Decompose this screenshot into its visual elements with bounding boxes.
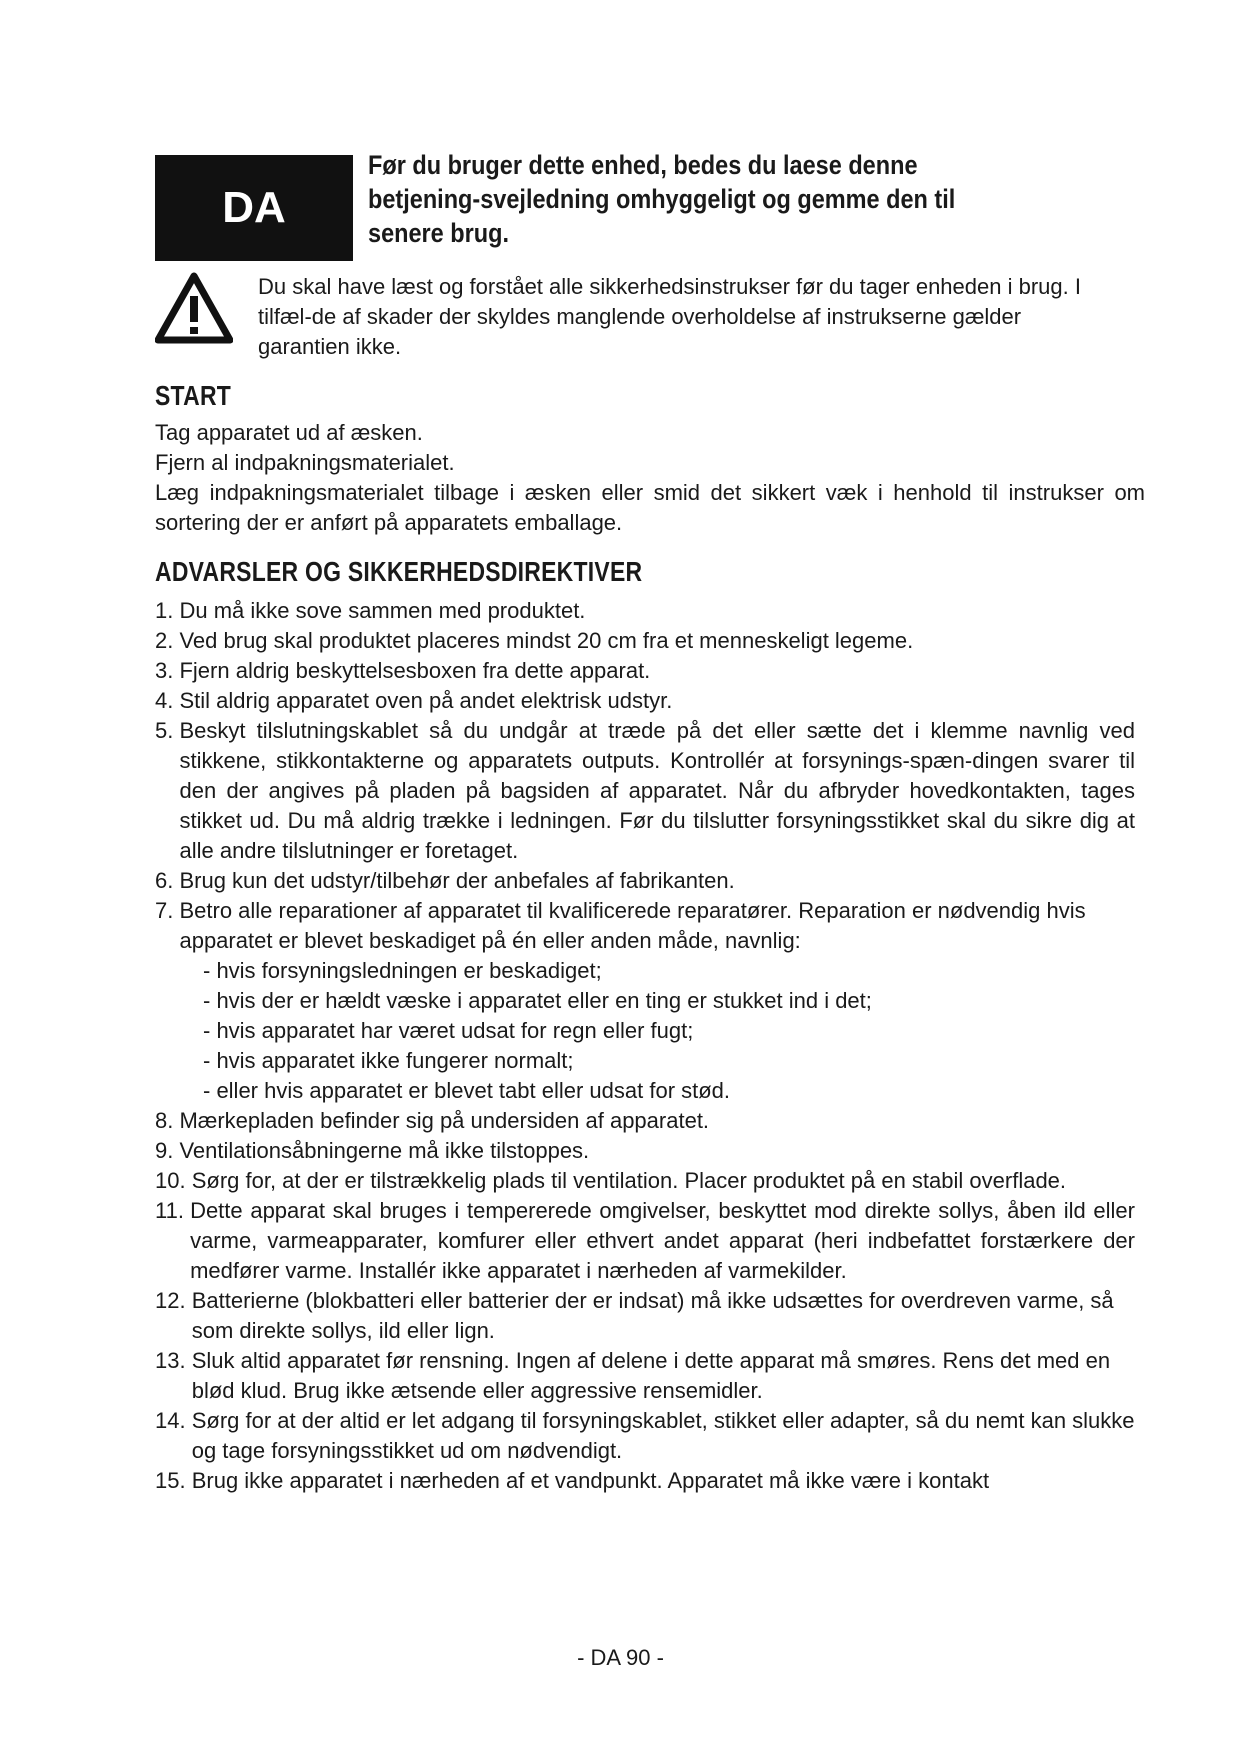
start-instructions <box>155 418 1145 538</box>
list-item: 1. Du må ikke sove sammen med produktet. <box>155 598 586 623</box>
list-item: 5. Beskyt tilslutningskablet så du undgår at træde på det eller sætte det i klemme navnlig ved stikkene, stikkontakterne og apparatets outputs. Kontrollér at forsynings-spæn-dingen svarer til den der angives på pladen på bagsiden af apparatet. Når du afbryder hovedkontakten, tages stikket ud. Du må aldrig trække i ledningen. Før du tilslutter forsyningsstikket skal du sikre dig at alle andre tilslutninger er foretaget. <box>155 718 1135 863</box>
list-subitem: - hvis forsyningsledningen er beskadiget; <box>203 958 602 983</box>
list-subitem: - hvis der er hældt væske i apparatet eller en ting er stukket ind i det; <box>203 988 872 1013</box>
list-subitem: - hvis apparatet ikke fungerer normalt; <box>203 1048 574 1073</box>
intro-title: Før du bruger dette enhed, bedes du laese denne betjening-svejledning omhyggeligt og gemme den til senere brug. <box>368 150 956 248</box>
list-item: 11. Dette apparat skal bruges i tempererede omgivelser, beskyttet mod direkte sollys, åben ild eller varme, varmeapparater, komfurer eller ethvert andet apparat (heri indbefattet forstærkere der medfører varme. Installér ikke apparatet i nærheden af varmekilder. <box>155 1198 1135 1283</box>
start-heading: START <box>155 380 232 411</box>
list-item: 12. Batterierne (blokbatteri eller batterier der er indsat) må ikke udsættes for overdreven varme, så som direkte sollys, ild eller lign. <box>155 1288 1114 1343</box>
warning-triangle-icon <box>155 272 233 344</box>
page-number: - DA 90 - <box>577 1645 664 1670</box>
start-line: Læg indpakningsmaterialet tilbage i æsken eller smid det sikkert væk i henhold til instrukser om sortering der er anført på apparatets emballage. <box>155 480 1145 535</box>
language-code: DA <box>222 183 286 232</box>
safety-notice: Du skal have læst og forstået alle sikkerhedsinstrukser før du tager enheden i brug. I tilfæl-de af skader der skyldes manglende overholdelse af instrukserne gælder garantien ikke. <box>258 274 1081 359</box>
list-item: 6. Brug kun det udstyr/tilbehør der anbefales af fabrikanten. <box>155 868 735 893</box>
list-item: 8. Mærkepladen befinder sig på undersiden af apparatet. <box>155 1108 710 1133</box>
start-line: Fjern al indpakningsmaterialet. <box>155 450 455 475</box>
list-item: 7. Betro alle reparationer af apparatet til kvalificerede reparatører. Reparation er nødvendig hvis apparatet er blevet beskadiget på én eller anden måde, navnlig: <box>155 898 1086 953</box>
list-item: 2. Ved brug skal produktet placeres mindst 20 cm fra et menneskeligt legeme. <box>155 628 914 653</box>
warnings-list <box>155 596 1135 1496</box>
language-badge <box>155 155 353 261</box>
list-subitem: - hvis apparatet har været udsat for regn eller fugt; <box>203 1018 694 1043</box>
list-item: 9. Ventilationsåbningerne må ikke tilstoppes. <box>155 1138 590 1163</box>
list-item: 15. Brug ikke apparatet i nærheden af et vandpunkt. Apparatet må ikke være i kontakt <box>155 1468 990 1493</box>
list-subitem: - eller hvis apparatet er blevet tabt eller udsat for stød. <box>203 1078 731 1103</box>
start-line: Tag apparatet ud af æsken. <box>155 420 423 445</box>
list-item: 10. Sørg for, at der er tilstrækkelig plads til ventilation. Placer produktet på en stabil overflade. <box>155 1168 1067 1193</box>
list-item: 13. Sluk altid apparatet før rensning. Ingen af delene i dette apparat må smøres. Rens det med en blød klud. Brug ikke ætsende eller aggressive rensemidler. <box>155 1348 1111 1403</box>
list-item: 3. Fjern aldrig beskyttelsesboxen fra dette apparat. <box>155 658 651 683</box>
list-item: 14. Sørg for at der altid er let adgang til forsyningskablet, stikket eller adapter, så du nemt kan slukke og tage forsyningsstikket ud om nødvendigt. <box>155 1408 1135 1463</box>
list-item: 4. Stil aldrig apparatet oven på andet elektrisk udstyr. <box>155 688 673 713</box>
warnings-heading: ADVARSLER OG SIKKERHEDSDIREKTIVER <box>155 556 643 587</box>
